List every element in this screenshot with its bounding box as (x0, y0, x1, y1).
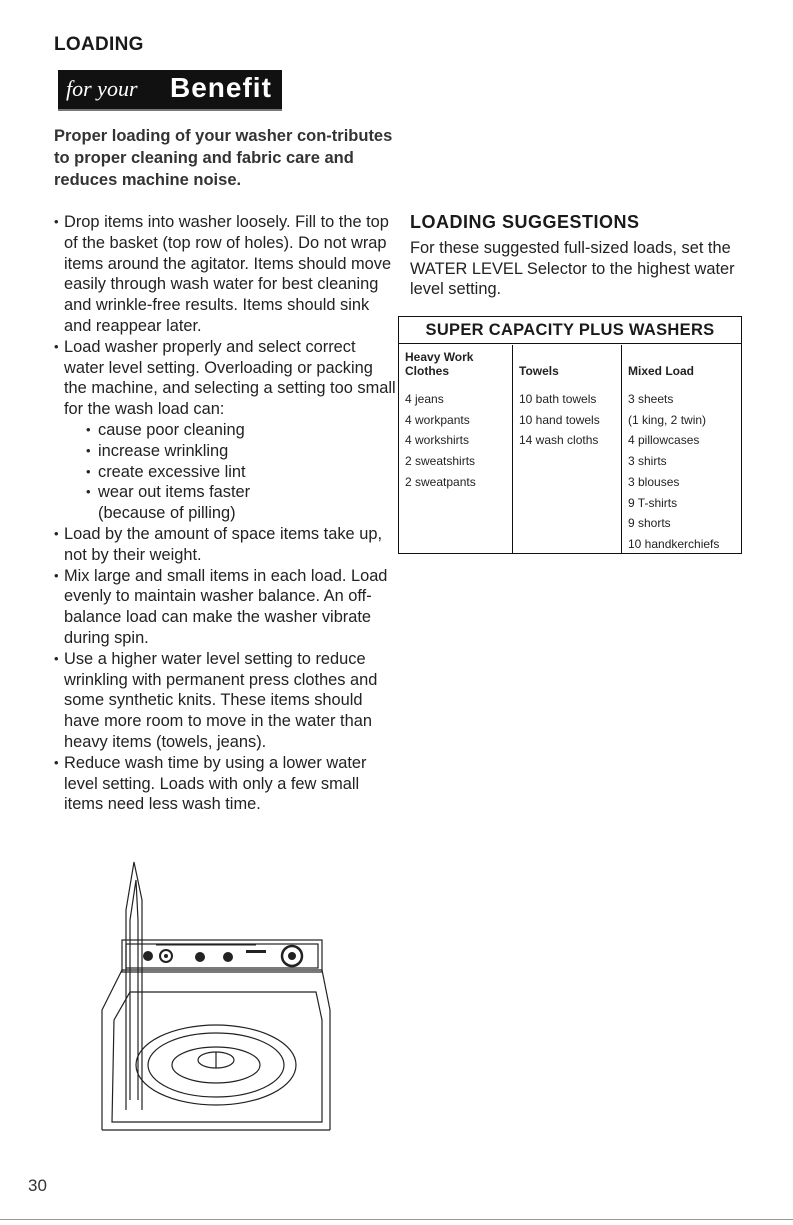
load-item: 14 wash cloths (519, 433, 599, 448)
load-item: 2 sweatshirts (405, 454, 476, 469)
loading-suggestions-text: For these suggested full-sized loads, set the WATER LEVEL Selector to the highest water level setting. (410, 239, 735, 298)
for-your-benefit-banner (58, 70, 282, 110)
loading-tips-list (54, 212, 399, 815)
banner-word: Benefit (170, 72, 272, 103)
table-column (399, 345, 513, 553)
load-item: 4 workshirts (405, 433, 470, 448)
tip-item (54, 566, 399, 649)
page-number: 30 (28, 1176, 47, 1195)
load-item: 10 bath towels (519, 392, 597, 406)
load-suggestions-table (398, 316, 742, 554)
overload-effects-list (64, 420, 399, 503)
tip-item (54, 524, 399, 566)
column-items (628, 389, 719, 555)
effect-item-continuation: (because of pilling) (98, 504, 236, 523)
banner-prefix: for your (66, 76, 138, 101)
load-item: (1 king, 2 twin) (628, 412, 707, 427)
tip-item (54, 212, 399, 337)
tip-text: Load washer properly and select correct water level setting. Overloading or packing the machine, and selecting a setting too small for the wash load can: (64, 337, 396, 419)
effect-item: • create excessive lint (86, 462, 399, 483)
washer-illustration (96, 860, 340, 1145)
tip-item (54, 649, 399, 753)
load-item: 9 shorts (628, 516, 671, 531)
tip-text: Use a higher water level setting to reduce wrinkling with permanent press clothes and some synthetic knits. These items should have more room to move in the water than heavy items (towels, jeans). (64, 649, 378, 751)
load-item: 3 sheets (628, 392, 674, 406)
load-item: 3 shirts (628, 454, 667, 469)
column-header: Towels (519, 364, 559, 378)
effect-item: • cause poor cleaning (86, 420, 399, 441)
tip-text: Reduce wash time by using a lower water level setting. Loads with only a few small items need less wash time. (64, 753, 367, 814)
load-item: 4 pillowcases (628, 433, 700, 448)
effect-item: • increase wrinkling (86, 441, 399, 462)
load-item: 9 T-shirts (628, 495, 678, 510)
column-header: Mixed Load (628, 364, 695, 378)
table-title: SUPER CAPACITY PLUS WASHERS (399, 317, 741, 344)
table-column (622, 345, 740, 553)
tip-text: Mix large and small items in each load. Load evenly to maintain washer balance. An off-balance load can make the washer vibrate during spin. (64, 566, 388, 647)
load-item: 10 hand towels (519, 412, 600, 427)
column-items (519, 389, 600, 451)
bottom-edge-rule (0, 1219, 793, 1220)
table-column (513, 345, 622, 553)
load-item: 4 workpants (405, 412, 470, 427)
tip-text: Load by the amount of space items take up, not by their weight. (64, 524, 382, 564)
tip-text: Drop items into washer loosely. Fill to the top of the basket (top row of holes). Do not wrap items around the agitator. Items should move easily through wash water for best cleaning and wrinkle-free results. Items should sink and reappear later. (64, 213, 392, 335)
lead-paragraph: Proper loading of your washer con-tributes to proper cleaning and fabric care and reduces machine noise. (54, 127, 393, 189)
load-item: 3 blouses (628, 474, 680, 489)
banner-underline (58, 109, 282, 111)
section-title: LOADING (54, 34, 144, 55)
tip-item (54, 337, 399, 524)
tip-item (54, 753, 399, 815)
column-header: Heavy Work Clothes (405, 350, 474, 378)
load-item: 4 jeans (405, 392, 444, 406)
load-item: 2 sweatpants (405, 474, 476, 489)
loading-suggestions-heading: LOADING SUGGESTIONS (410, 212, 640, 232)
column-items (405, 389, 476, 493)
load-item: 10 handkerchiefs (628, 536, 720, 551)
effect-item: • wear out items faster (86, 482, 399, 503)
